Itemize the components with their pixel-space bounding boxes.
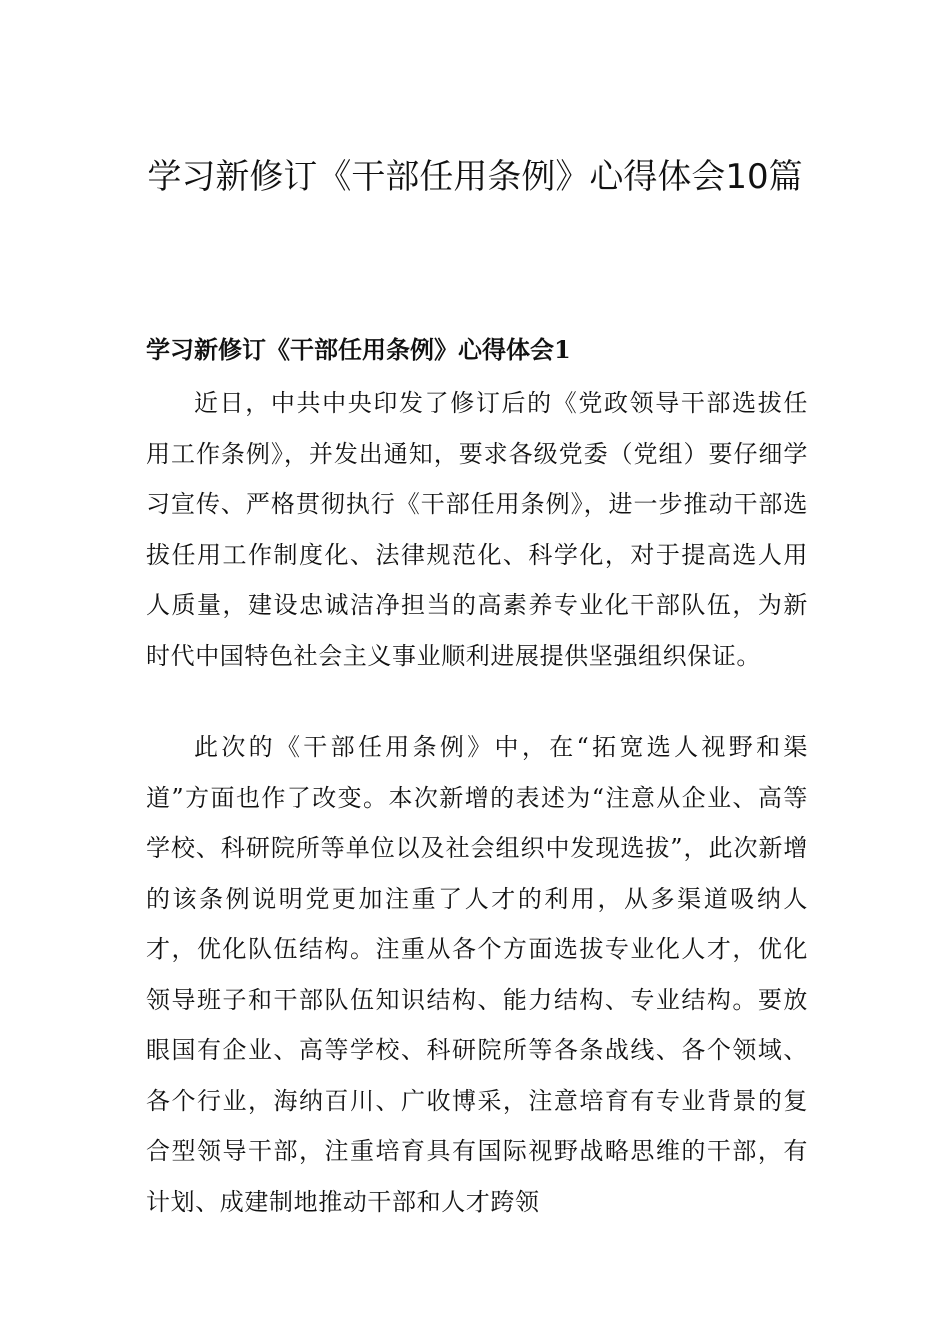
section-heading: 学习新修订《干部任用条例》心得体会1: [146, 335, 571, 364]
document-title: 学习新修订《干部任用条例》心得体会10篇: [147, 157, 803, 197]
body-paragraph: 此次的《干部任用条例》中，在“拓宽选人视野和渠道”方面也作了改变。本次新增的表述为“注意从企业、高等学校、科研院所等单位以及社会组织中发现选拔”，此次新增的该条例说明党更加注重了人才的利用，从多渠道吸纳人才，优化队伍结构。注重从各个方面选拔专业化人才，优化领导班子和干部队伍知识结构、能力结构、专业结构。要放眼国有企业、高等学校、科研院所等各条战线、各个领域、各个行业，海纳百川、广收博采，注意培育有专业背景的复合型领导干部，注重培育具有国际视野战略思维的干部，有计划、成建制地推动干部和人才跨领: [146, 733, 808, 1216]
body-paragraph: 近日，中共中央印发了修订后的《党政领导干部选拔任用工作条例》，并发出通知，要求各级党委（党组）要仔细学习宣传、严格贯彻执行《干部任用条例》，进一步推动干部选拔任用工作制度化、法律规范化、科学化，对于提高选人用人质量，建设忠诚洁净担当的高素养专业化干部队伍，为新时代中国特色社会主义事业顺利进展提供坚强组织保证。: [146, 389, 808, 670]
